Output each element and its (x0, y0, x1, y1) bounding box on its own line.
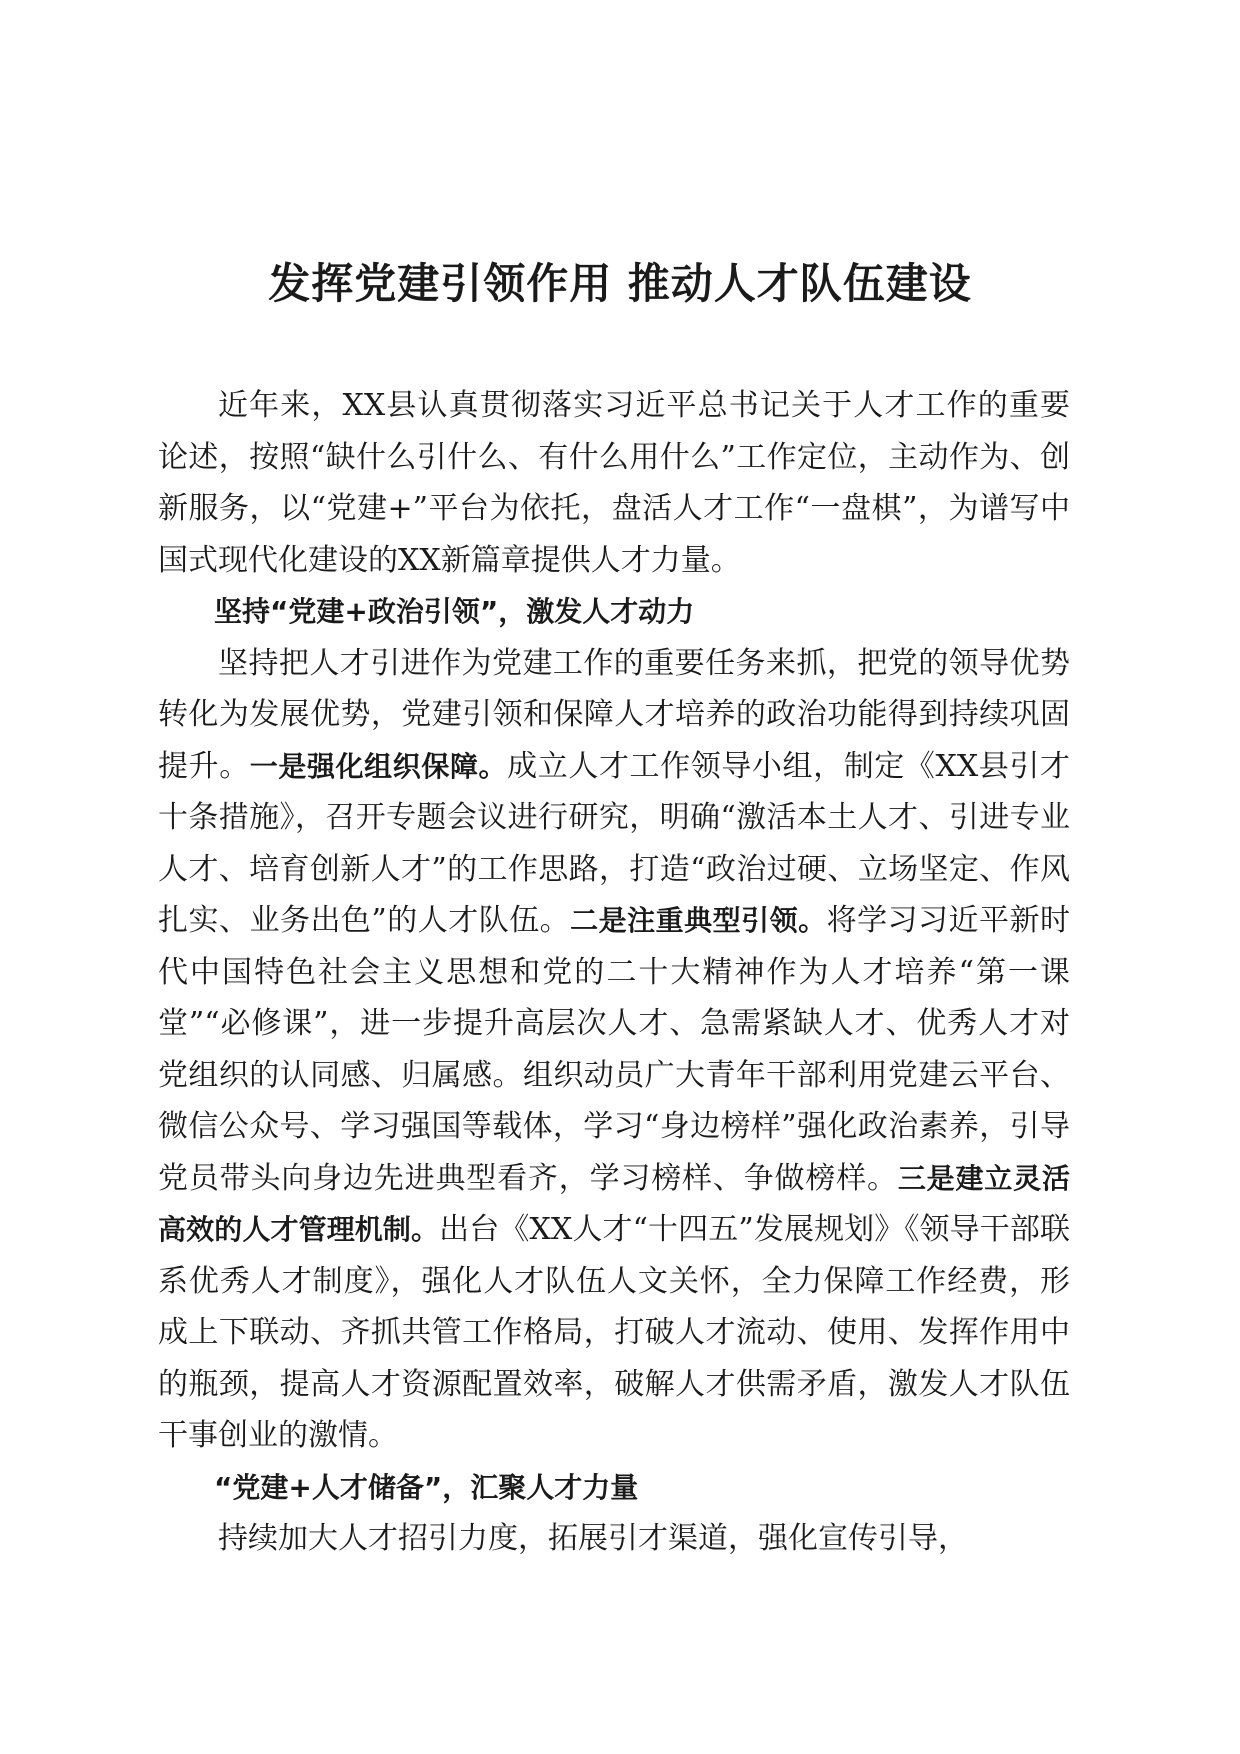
section-paragraph-political-guidance (158, 638, 1070, 1462)
document-title: 发挥党建引领作用 推动人才队伍建设 (268, 259, 972, 308)
document-body (158, 380, 1070, 1565)
point-text-role-models: 将学习习近平新时代中国特色社会主义思想和党的二十大精神作为人才培养“第一课堂”“必修课”，进一步提升高层次人才、急需紧缺人才、优秀人才对党组织的认同感、归属感。组织动员广大青年干部利用党建云平台、微信公众号、学习强国等载体，学习“身边榜样”强化政治素养，引导党员带头向身边先进典型看齐，学习榜样、争做榜样。 (158, 903, 1070, 1196)
point-label-role-models: 二是注重典型引领。 (570, 904, 827, 937)
point-label-organization: 一是强化组织保障。 (249, 749, 508, 783)
point-text-management-mechanism: 出台《XX人才“十四五”发展规划》《领导干部联系优秀人才制度》，强化人才队伍人文关怀，全力保障工作经费，形成上下联动、齐抓共管工作格局，打破人才流动、使用、发挥作用中的瓶颈，提高人才资源配置效率，破解人才供需矛盾，激发人才队伍干事创业的激情。 (158, 1212, 1070, 1453)
point-label-management-mechanism: 三是建立灵活高效的人才管理机制。 (158, 1161, 1070, 1246)
section-paragraph-talent-reserve: 持续加大人才招引力度，拓展引才渠道，强化宣传引导， (218, 1521, 968, 1556)
section-heading-talent-reserve: “党建+人才储备”，汇聚人才力量 (214, 1470, 639, 1504)
intro-paragraph: 近年来，XX县认真贯彻落实习近平总书记关于人才工作的重要论述，按照“缺什么引什么、有什么用什么”工作定位，主动作为、创新服务，以“党建+”平台为依托，盘活人才工作“一盘棋”，为谱写中国式现代化建设的XX新篇章提供人才力量。 (158, 388, 1070, 578)
section-lead-text: 坚持把人才引进作为党建工作的重要任务来抓，把党的领导优势转化为发展优势，党建引领和保障人才培养的政治功能得到持续巩固提升。 (158, 645, 1070, 784)
point-text-organization: 成立人才工作领导小组，制定《XX县引才十条措施》，召开专题会议进行研究，明确“激活本土人才、引进专业人才、培育创新人才”的工作思路，打造“政治过硬、立场坚定、作风扎实、业务出色”的人才队伍。 (158, 748, 1070, 938)
section-heading-political-guidance: 坚持“党建+政治引领”，激发人才动力 (214, 595, 695, 628)
